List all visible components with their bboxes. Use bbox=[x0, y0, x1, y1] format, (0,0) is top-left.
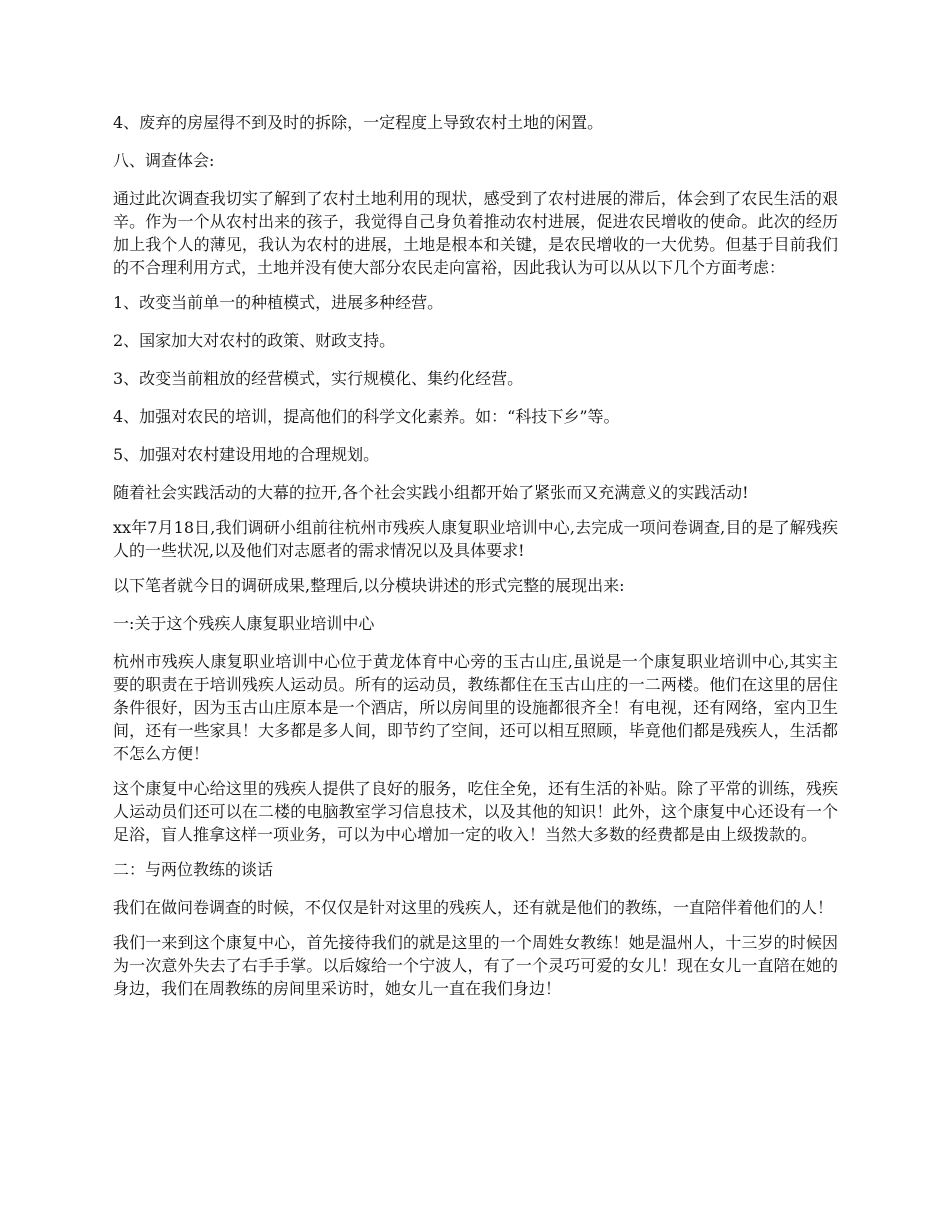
section-heading-center: 一:关于这个残疾人康复职业培训中心 bbox=[113, 614, 375, 633]
list-item-5: 5、加强对农村建设用地的合理规划。 bbox=[113, 445, 380, 464]
list-item-3: 3、改变当前粗放的经营模式，实行规模化、集约化经营。 bbox=[113, 369, 524, 388]
document-body bbox=[113, 111, 838, 1012]
list-item-2: 2、国家加大对农村的政策、财政支持。 bbox=[113, 331, 396, 350]
paragraph-reflection: 通过此次调查我切实了解到了农村土地利用的现状，感受到了农村进展的滞后，体会到了农民生活的艰辛。作为一个从农村出来的孩子，我觉得自己身负着推动农村进展，促进农民增收的使命。此次的经历加上我个人的薄见，我认为农村的进展，土地是根本和关键，是农民增收的一大优势。但基于目前我们的不合理利用方式，土地并没有使大部分农民走向富裕，因此我认为可以从以下几个方面考虑： bbox=[113, 189, 838, 277]
section-heading-coaches: 二：与两位教练的谈话 bbox=[113, 860, 274, 879]
paragraph-practice-intro: 随着社会实践活动的大幕的拉开,各个社会实践小组都开始了紧张而又充满意义的实践活动! bbox=[113, 483, 749, 502]
paragraph-center-description: 杭州市残疾人康复职业培训中心位于黄龙体育中心旁的玉古山庄,虽说是一个康复职业培训中心,其实主要的职责在于培训残疾人运动员。所有的运动员，教练都住在玉古山庄的一二两楼。他们在这里的居住条件很好，因为玉古山庄原本是一个酒店，所以房间里的设施都很齐全！有电视，还有网络，室内卫生间，还有一些家具！大多都是多人间，即节约了空间，还可以相互照顾，毕竟他们都是残疾人，生活都不怎么方便！ bbox=[113, 652, 838, 763]
list-item-1: 1、改变当前单一的种植模式，进展多种经营。 bbox=[113, 293, 444, 312]
paragraph-visit-date: xx年7月18日,我们调研小组前往杭州市残疾人康复职业培训中心,去完成一项问卷调查,目的是了解残疾人的一些状况,以及他们对志愿者的需求情况以及具体要求! bbox=[113, 518, 838, 560]
list-item-4: 4、加强对农民的培训，提高他们的科学文化素养。如：“科技下乡”等。 bbox=[113, 407, 620, 426]
section-heading-survey-reflection: 八、调查体会: bbox=[113, 151, 215, 170]
paragraph-coaches-intro: 我们在做问卷调查的时候，不仅仅是针对这里的残疾人，还有就是他们的教练，一直陪伴着他们的人！ bbox=[113, 898, 834, 917]
paragraph-center-services: 这个康复中心给这里的残疾人提供了良好的服务，吃住全免，还有生活的补贴。除了平常的训练，残疾人运动员们还可以在二楼的电脑教室学习信息技术，以及其他的知识！此外，这个康复中心还设有一个足浴，盲人推拿这样一项业务，可以为中心增加一定的收入！当然大多数的经费都是由上级拨款的。 bbox=[113, 779, 838, 844]
paragraph-coach-zhou: 我们一来到这个康复中心，首先接待我们的就是这里的一个周姓女教练！她是温州人，十三岁的时候因为一次意外失去了右手手掌。以后嫁给一个宁波人，有了一个灵巧可爱的女儿！现在女儿一直陪在她的身边，我们在周教练的房间里采访时，她女儿一直在我们身边！ bbox=[113, 933, 838, 998]
paragraph-report-intro: 以下笔者就今日的调研成果,整理后,以分模块讲述的形式完整的展现出来: bbox=[113, 576, 625, 595]
paragraph-item-4-demolition: 4、废弃的房屋得不到及时的拆除，一定程度上导致农村土地的闲置。 bbox=[113, 113, 604, 132]
